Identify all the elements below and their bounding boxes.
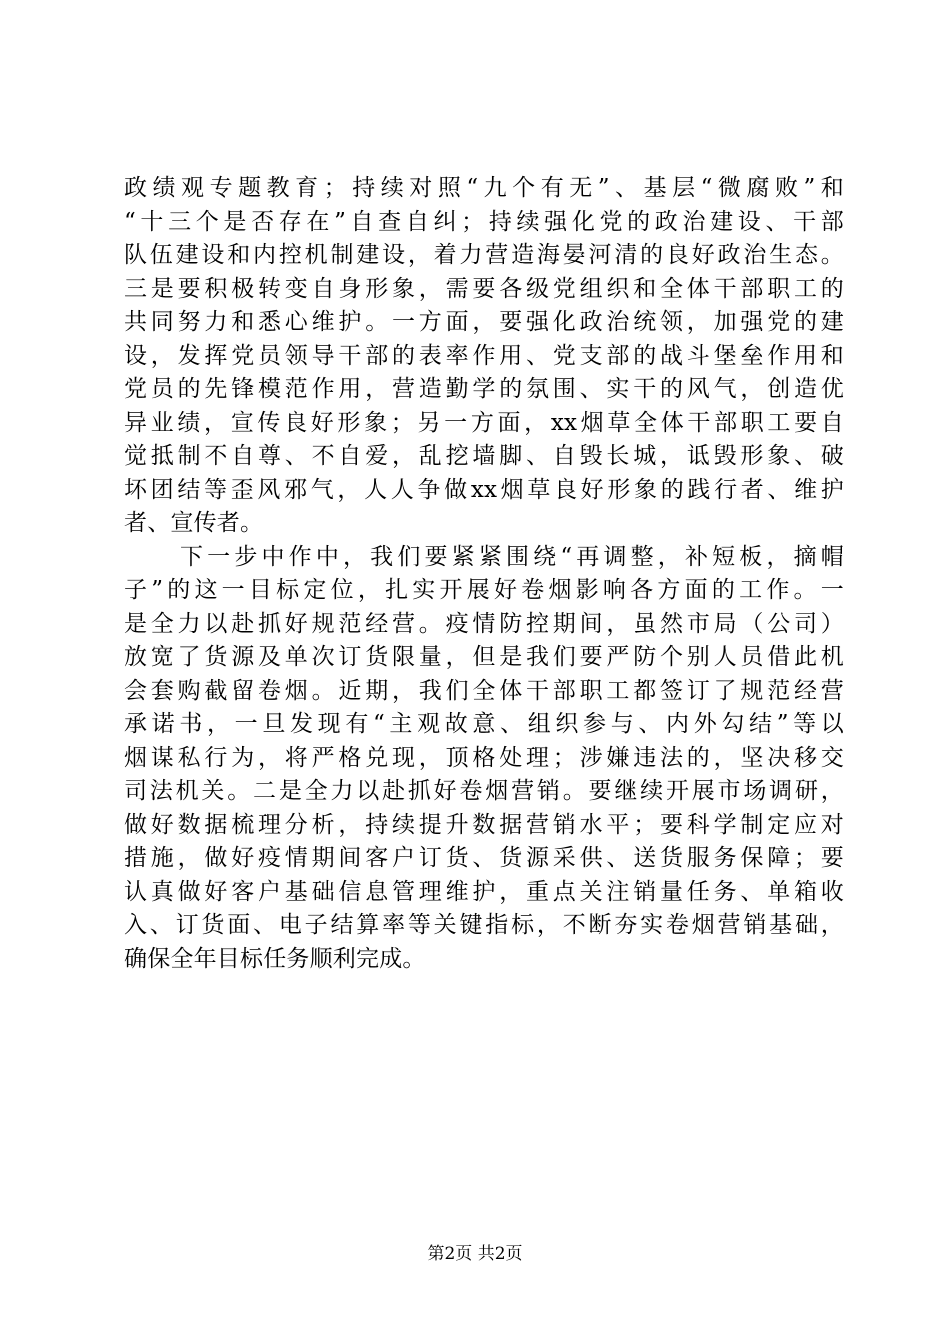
text-line: 觉抵制不自尊、不自爱，乱挖墙脚、自毁长城，诋毁形象、破 <box>124 443 844 469</box>
text-line: 异业绩，宣传良好形象；另一方面，xx烟草全体干部职工要自 <box>124 409 844 436</box>
text-line: 坏团结等歪风邪气，人人争做xx烟草良好形象的践行者、维护 <box>124 476 844 503</box>
text-line: 是全力以赴抓好规范经营。疫情防控期间，虽然市局（公司） <box>124 610 844 637</box>
text-line: 做好数据梳理分析，持续提升数据营销水平；要科学制定应对 <box>124 811 844 838</box>
text-line: 会套购截留卷烟。近期，我们全体干部职工都签订了规范经营 <box>124 677 844 704</box>
text-line: 措施，做好疫情期间客户订货、货源采供、送货服务保障；要 <box>124 845 844 871</box>
text-line: 认真做好客户基础信息管理维护，重点关注销量任务、单箱收 <box>124 878 844 905</box>
text-line: 设，发挥党员领导干部的表率作用、党支部的战斗堡垒作用和 <box>124 342 844 369</box>
text-line: 子”的这一目标定位，扎实开展好卷烟影响各方面的工作。一 <box>124 577 844 603</box>
text-line: 司法机关。二是全力以赴抓好卷烟营销。要继续开展市场调研， <box>124 778 844 804</box>
body-text <box>124 172 844 976</box>
page-number: 第2页 共2页 <box>427 1244 523 1264</box>
text-line: “十三个是否存在”自查自纠；持续强化党的政治建设、干部 <box>124 208 844 235</box>
text-line: 入、订货面、电子结算率等关键指标，不断夯实卷烟营销基础， <box>124 912 844 938</box>
text-line: 共同努力和悉心维护。一方面，要强化政治统领，加强党的建 <box>124 309 844 335</box>
text-line: 承诺书，一旦发现有“主观故意、组织参与、内外勾结”等以 <box>124 711 844 737</box>
text-line: 队伍建设和内控机制建设，着力营造海晏河清的良好政治生态。 <box>124 242 844 268</box>
text-line: 确保全年目标任务顺利完成。 <box>124 945 426 972</box>
text-line: 放宽了货源及单次订货限量，但是我们要严防个别人员借此机 <box>124 644 844 670</box>
text-line: 政绩观专题教育；持续对照“九个有无”、基层“微腐败”和 <box>124 175 844 201</box>
text-line: 三是要积极转变自身形象，需要各级党组织和全体干部职工的 <box>124 275 844 302</box>
text-line: 党员的先锋模范作用，营造勤学的氛围、实干的风气，创造优 <box>124 376 844 402</box>
paragraph-first-line: 下一步中作中，我们要紧紧围绕“再调整，补短板，摘帽 <box>180 543 844 570</box>
text-line: 者、宣传者。 <box>124 510 264 536</box>
page-footer <box>0 1243 950 1265</box>
text-line: 烟谋私行为，将严格兑现，顶格处理；涉嫌违法的，坚决移交 <box>124 744 844 771</box>
